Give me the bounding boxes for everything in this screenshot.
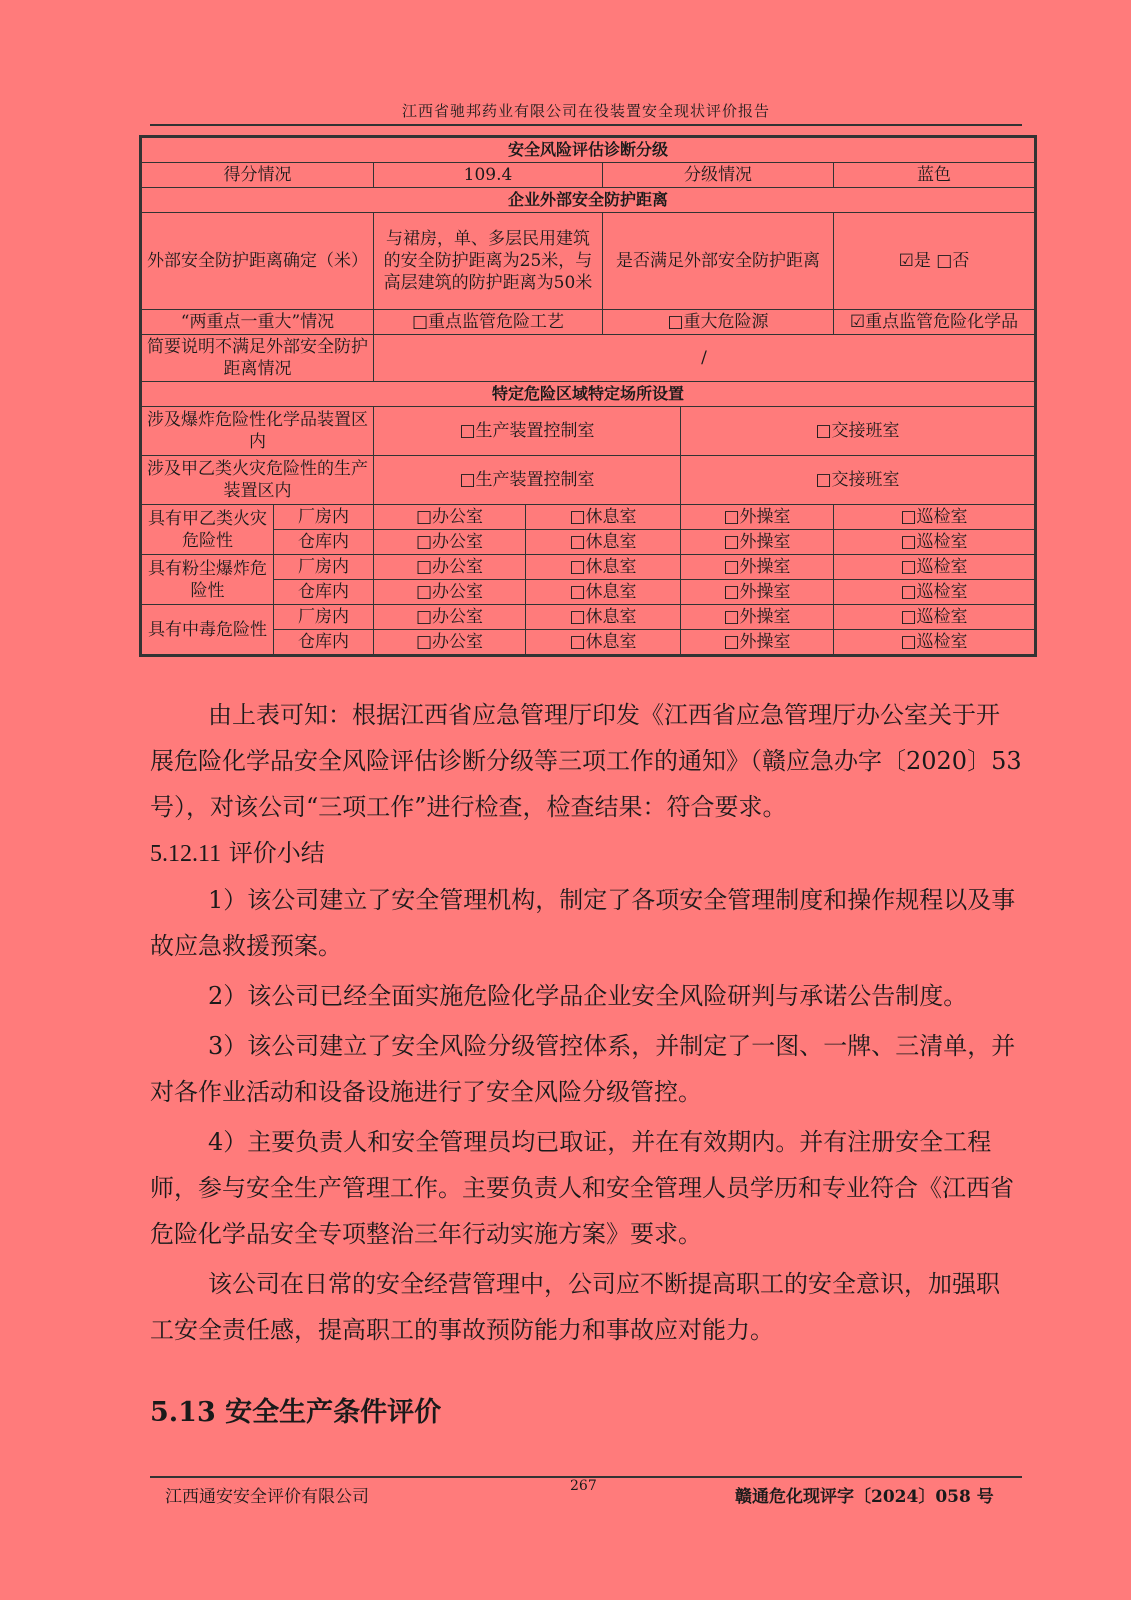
option-outside-room: □外操室 [681,505,834,530]
two-key-option-chemicals: ☑重点监管危险化学品 [834,310,1036,335]
option-patrol-room: □巡检室 [834,580,1036,605]
option-rest-room: □休息室 [526,630,681,656]
external-distance-label: 外部安全防护距离确定（米） [141,213,374,310]
score-label: 得分情况 [141,163,374,188]
option-office: □办公室 [374,505,526,530]
option-office: □办公室 [374,605,526,630]
option-outside-room: □外操室 [681,555,834,580]
explosive-option-control-room: □生产装置控制室 [374,407,681,456]
location-factory: 厂房内 [274,505,374,530]
brief-label: 简要说明不满足外部安全防护距离情况 [141,335,374,382]
fire-area-label: 涉及甲乙类火灾危险性的生产装置区内 [141,456,374,505]
option-rest-room: □休息室 [526,580,681,605]
subsection-title: 评价小结 [228,839,325,867]
option-office: □办公室 [374,630,526,656]
score-value: 109.4 [374,163,603,188]
summary-item-2: 2）该公司已经全面实施危险化学品企业安全风险研判与承诺公告制度。 [208,982,968,1010]
option-rest-room: □休息室 [526,605,681,630]
option-patrol-room: □巡检室 [834,555,1036,580]
option-patrol-room: □巡检室 [834,505,1036,530]
section-special-areas: 特定危险区域特定场所设置 [141,382,1036,407]
option-rest-room: □休息室 [526,530,681,555]
option-patrol-room: □巡检室 [834,605,1036,630]
location-warehouse: 仓库内 [274,630,374,656]
location-factory: 厂房内 [274,605,374,630]
footer-doc-number: 赣通危化现评字〔2024〕058 号 [735,1487,994,1507]
grade-value: 蓝色 [834,163,1036,188]
body-text [150,692,1022,1353]
location-warehouse: 仓库内 [274,530,374,555]
option-office: □办公室 [374,530,526,555]
subsection-number: 5.12.11 [150,841,222,867]
option-rest-room: □休息室 [526,505,681,530]
summary-item-1: 1）该公司建立了安全管理机构，制定了各项安全管理制度和操作规程以及事故应急救援预案。 [150,886,1016,960]
section-title: 5.13 安全生产条件评价 [150,1397,442,1428]
header-rule [150,124,1022,126]
group-label-dust: 具有粉尘爆炸危险性 [141,555,274,605]
footer-company: 江西通安安全评价有限公司 [165,1487,369,1507]
summary-item-4: 4）主要负责人和安全管理员均已取证，并在有效期内。并有注册安全工程师，参与安全生产管理工作。主要负责人和安全管理人员学历和专业符合《江西省危险化学品安全专项整治三年行动实施方案》要求。 [150,1128,1014,1248]
two-key-option-hazard-source: □重大危险源 [603,310,834,335]
subsection-heading [150,830,1022,877]
section-external-distance: 企业外部安全防护距离 [141,188,1036,213]
assessment-table [139,135,1037,657]
option-outside-room: □外操室 [681,530,834,555]
external-satisfy-value: ☑是 □否 [834,213,1036,310]
brief-value: / [374,335,1036,382]
external-distance-value: 与裙房，单、多层民用建筑的安全防护距离为25米，与高层建筑的防护距离为50米 [374,213,603,310]
explosive-area-label: 涉及爆炸危险性化学品装置区内 [141,407,374,456]
conclusion-paragraph: 由上表可知：根据江西省应急管理厅印发《江西省应急管理厅办公室关于开展危险化学品安全风险评估诊断分级等三项工作的通知》（赣应急办字〔2020〕53号），对该公司“三项工作”进行检查，检查结果：符合要求。 [150,701,1022,821]
location-factory: 厂房内 [274,555,374,580]
option-office: □办公室 [374,555,526,580]
group-label-toxic: 具有中毒危险性 [141,605,274,656]
section-risk-grading: 安全风险评估诊断分级 [141,137,1036,163]
location-warehouse: 仓库内 [274,580,374,605]
explosive-option-shift-room: □交接班室 [681,407,1036,456]
option-patrol-room: □巡检室 [834,530,1036,555]
fire-option-control-room: □生产装置控制室 [374,456,681,505]
group-label-fire: 具有甲乙类火灾危险性 [141,505,274,555]
grade-label: 分级情况 [603,163,834,188]
option-outside-room: □外操室 [681,580,834,605]
option-office: □办公室 [374,580,526,605]
external-satisfy-label: 是否满足外部安全防护距离 [603,213,834,310]
two-key-label: “两重点一重大”情况 [141,310,374,335]
page-header: 江西省驰邦药业有限公司在役装置安全现状评价报告 [401,102,770,120]
page-number: 267 [570,1478,597,1494]
option-patrol-room: □巡检室 [834,630,1036,656]
option-outside-room: □外操室 [681,630,834,656]
two-key-option-process: □重点监管危险工艺 [374,310,603,335]
option-rest-room: □休息室 [526,555,681,580]
summary-item-3: 3）该公司建立了安全风险分级管控体系，并制定了一图、一牌、三清单，并对各作业活动和设备设施进行了安全风险分级管控。 [150,1032,1016,1106]
option-outside-room: □外操室 [681,605,834,630]
fire-option-shift-room: □交接班室 [681,456,1036,505]
summary-closing: 该公司在日常的安全经营管理中，公司应不断提高职工的安全意识，加强职工安全责任感，提高职工的事故预防能力和事故应对能力。 [150,1270,1000,1344]
